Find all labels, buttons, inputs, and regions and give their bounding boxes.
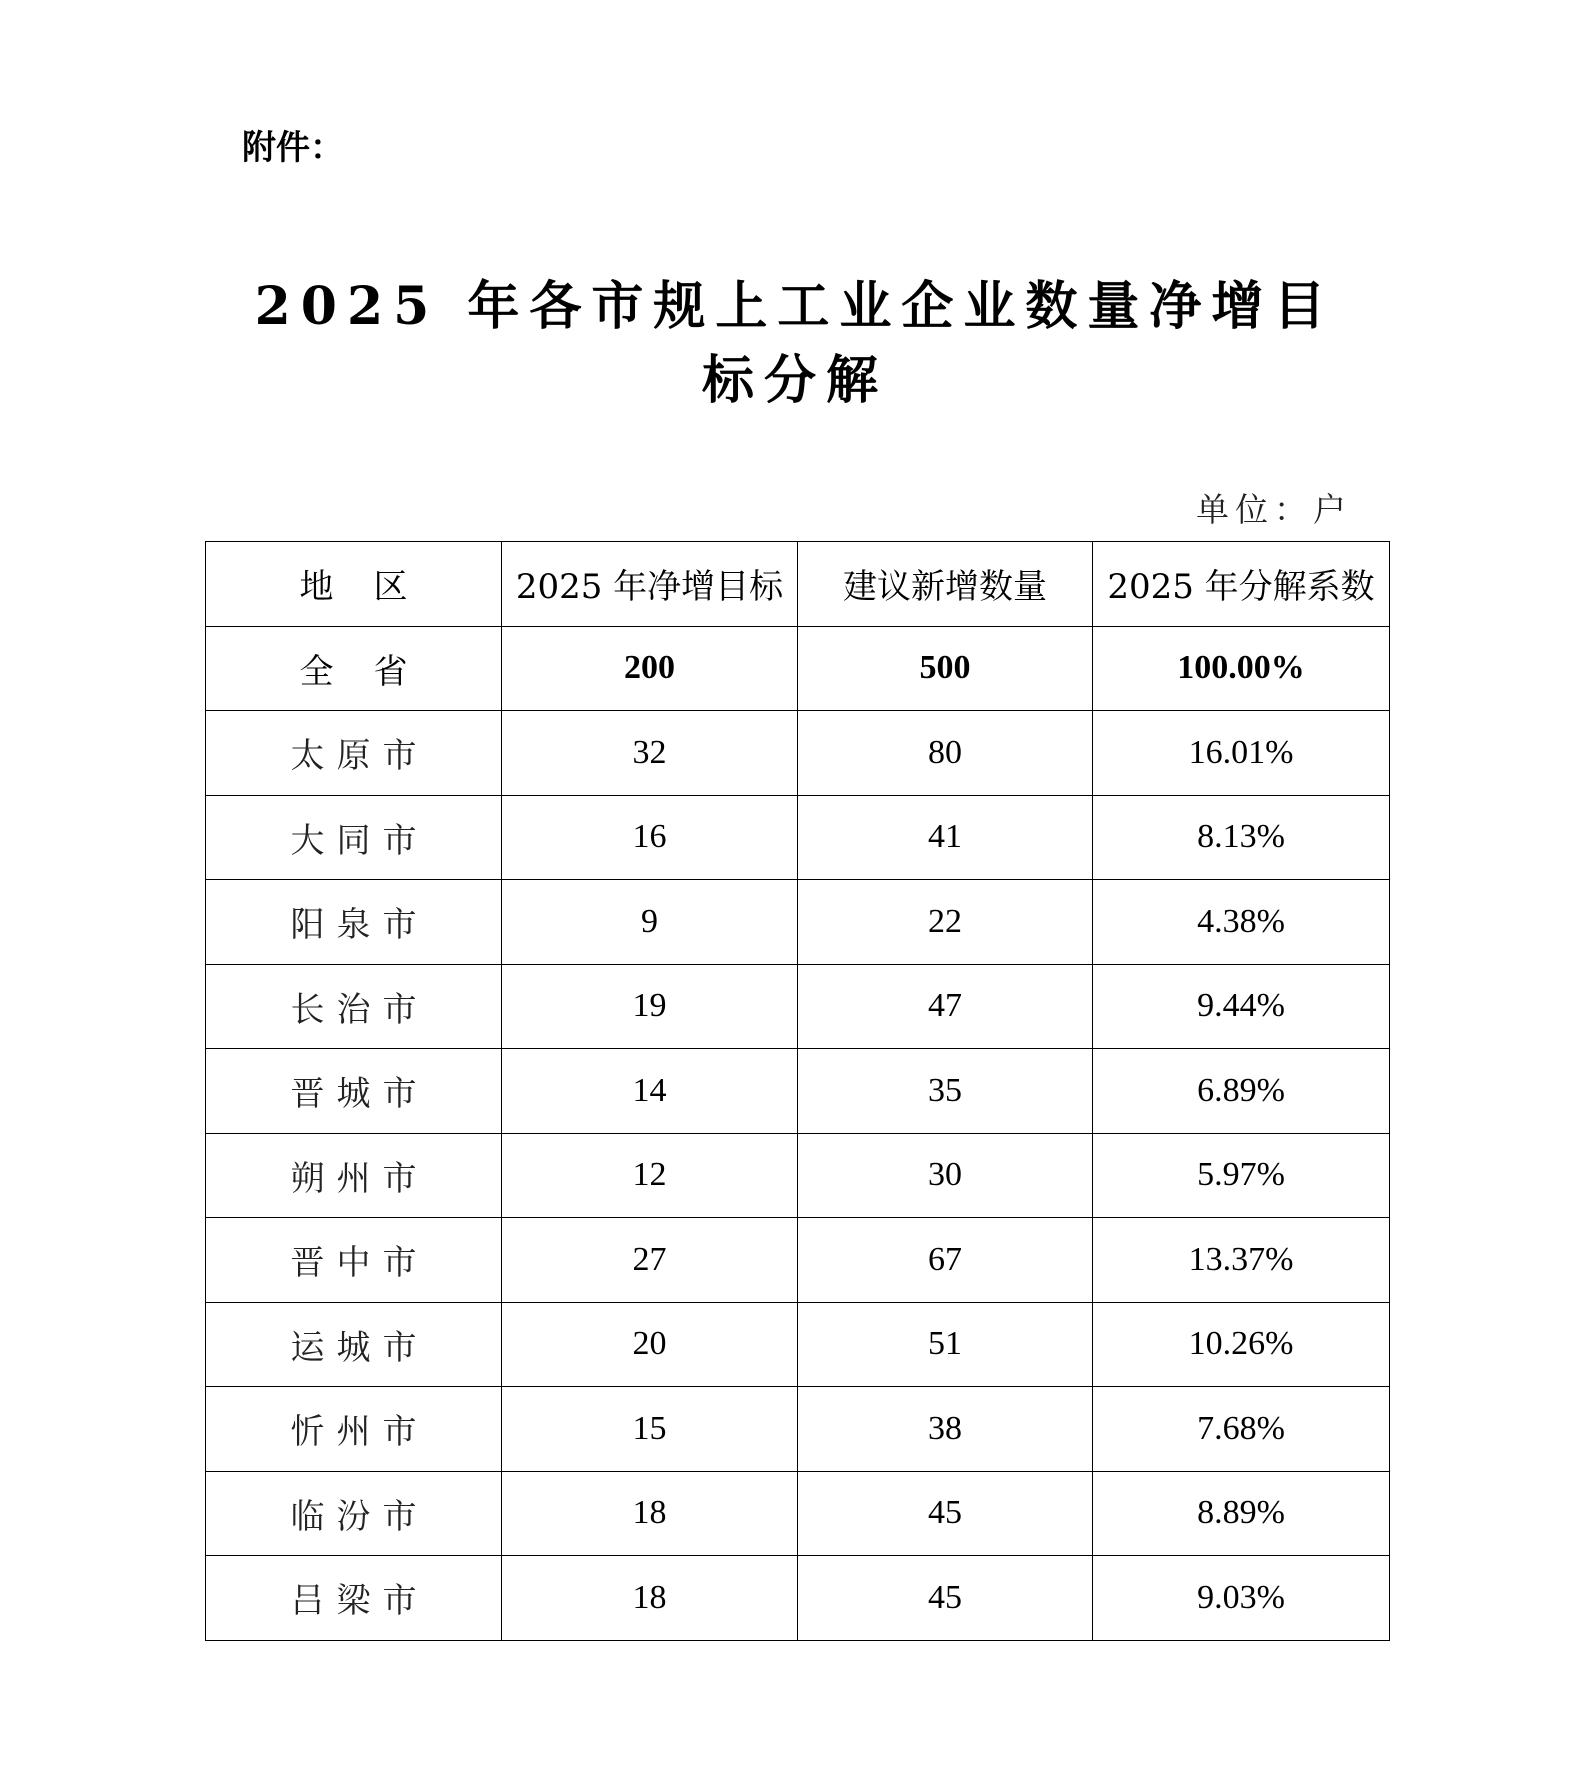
table-row [206,1471,1390,1556]
header-target: 2025 年净增目标 [502,542,798,627]
row-target: 15 [502,1387,798,1472]
row-region: 太原市 [206,711,502,796]
row-coefficient: 10.26% [1093,1302,1390,1387]
row-coefficient: 8.89% [1093,1471,1390,1556]
row-coefficient: 4.38% [1093,880,1390,965]
row-region: 晋城市 [206,1049,502,1134]
row-suggested: 38 [798,1387,1093,1472]
row-suggested: 67 [798,1218,1093,1303]
unit-label: 单位：户 [1196,490,1352,529]
row-region: 大同市 [206,795,502,880]
row-suggested: 30 [798,1133,1093,1218]
row-target: 18 [502,1556,798,1641]
row-coefficient: 7.68% [1093,1387,1390,1472]
row-suggested: 41 [798,795,1093,880]
row-suggested: 35 [798,1049,1093,1134]
total-target: 200 [502,626,798,711]
row-target: 20 [502,1302,798,1387]
row-coefficient: 16.01% [1093,711,1390,796]
row-target: 9 [502,880,798,965]
header-region: 地区 [206,542,502,627]
header-suggested: 建议新增数量 [798,542,1093,627]
row-target: 27 [502,1218,798,1303]
total-region: 全省 [206,626,502,711]
row-region: 运城市 [206,1302,502,1387]
table-row [206,880,1390,965]
table-body [206,626,1390,1640]
row-region: 临汾市 [206,1471,502,1556]
table-row [206,1302,1390,1387]
table-row [206,1133,1390,1218]
attachment-label: 附件： [242,128,344,168]
row-coefficient: 5.97% [1093,1133,1390,1218]
row-region: 朔州市 [206,1133,502,1218]
row-target: 18 [502,1471,798,1556]
row-target: 32 [502,711,798,796]
row-target: 12 [502,1133,798,1218]
row-suggested: 22 [798,880,1093,965]
row-suggested: 51 [798,1302,1093,1387]
document-title: 2025 年各市规上工业企业数量净增目标分解 [254,276,1336,411]
target-table [205,541,1390,1641]
row-coefficient: 9.03% [1093,1556,1390,1641]
row-target: 19 [502,964,798,1049]
table-row [206,964,1390,1049]
row-coefficient: 9.44% [1093,964,1390,1049]
total-row [206,626,1390,711]
row-region: 阳泉市 [206,880,502,965]
row-suggested: 80 [798,711,1093,796]
row-coefficient: 6.89% [1093,1049,1390,1134]
row-target: 16 [502,795,798,880]
table-header-row [206,542,1390,627]
row-region: 吕梁市 [206,1556,502,1641]
row-suggested: 45 [798,1556,1093,1641]
table-row [206,1387,1390,1472]
row-coefficient: 13.37% [1093,1218,1390,1303]
table-row [206,1218,1390,1303]
table-row [206,795,1390,880]
row-suggested: 45 [798,1471,1093,1556]
table-row [206,1049,1390,1134]
table-row [206,711,1390,796]
row-coefficient: 8.13% [1093,795,1390,880]
row-target: 14 [502,1049,798,1134]
total-suggested: 500 [798,626,1093,711]
total-coefficient: 100.00% [1093,626,1390,711]
table-row [206,1556,1390,1641]
row-region: 忻州市 [206,1387,502,1472]
row-suggested: 47 [798,964,1093,1049]
row-region: 长治市 [206,964,502,1049]
header-coefficient: 2025 年分解系数 [1093,542,1390,627]
row-region: 晋中市 [206,1218,502,1303]
